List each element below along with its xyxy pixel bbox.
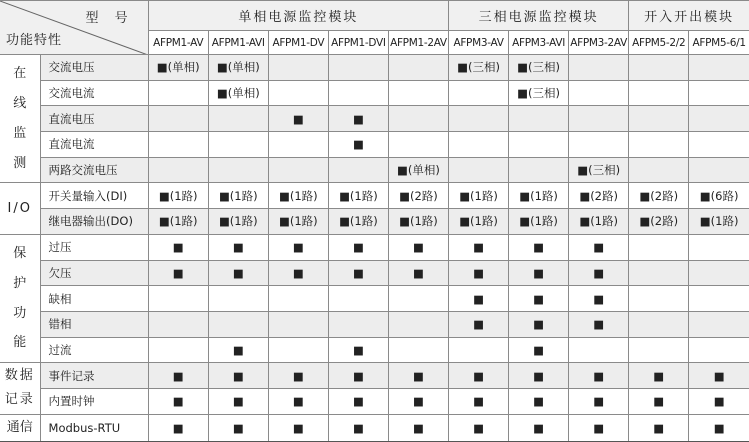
support-cell: ■(2路) [629,209,689,235]
feature-label: 缺相 [40,286,148,312]
support-cell [629,80,689,106]
support-cell: ■(2路) [569,183,629,209]
support-cell [629,260,689,286]
feature-label: 错相 [40,311,148,337]
support-cell [148,106,208,132]
support-cell [629,55,689,81]
table-row [0,414,749,441]
support-cell: ■ [388,260,448,286]
support-cell: ■(1路) [268,209,328,235]
support-cell: ■ [569,286,629,312]
support-cell: ■ [208,388,268,414]
support-cell: ■ [208,234,268,260]
support-cell: ■ [328,363,388,389]
support-cell [388,55,448,81]
feature-label: 交流电压 [40,55,148,81]
support-cell: ■ [629,363,689,389]
support-cell: ■ [569,234,629,260]
feature-label: 欠压 [40,260,148,286]
support-cell: ■ [208,337,268,363]
support-cell: ■ [328,106,388,132]
support-cell [509,157,569,183]
support-cell [208,106,268,132]
support-cell: ■(1路) [208,183,268,209]
support-cell: ■ [448,234,508,260]
support-cell: ■ [509,363,569,389]
support-cell [689,286,749,312]
support-cell: ■ [268,414,328,441]
support-cell: ■ [388,388,448,414]
group-header-three-phase: 三相电源监控模块 [448,1,628,31]
support-cell [629,286,689,312]
support-cell [268,132,328,158]
support-cell: ■ [208,363,268,389]
model-header: AFPM1-AVI [208,31,268,55]
support-cell: ■ [509,414,569,441]
support-cell: ■ [569,260,629,286]
support-cell [448,80,508,106]
support-cell [208,157,268,183]
support-cell: ■ [689,363,749,389]
support-cell: ■ [268,388,328,414]
support-cell: ■(单相) [208,80,268,106]
support-cell: ■ [148,260,208,286]
support-cell: ■ [328,260,388,286]
support-cell [268,80,328,106]
section-label [0,234,40,362]
support-cell: ■ [689,414,749,441]
support-cell: ■ [328,337,388,363]
support-cell [569,55,629,81]
support-cell [388,286,448,312]
support-cell: ■(单相) [148,55,208,81]
support-cell [689,106,749,132]
support-cell [268,157,328,183]
table-row [0,183,749,209]
support-cell [569,337,629,363]
table-row [0,132,749,158]
support-cell [328,55,388,81]
feature-label: 开关量输入(DI) [40,183,148,209]
model-header: AFPM3-AVI [509,31,569,55]
support-cell: ■ [148,234,208,260]
support-cell [689,55,749,81]
table-row [0,260,749,286]
support-cell [629,157,689,183]
support-cell: ■ [268,106,328,132]
support-cell: ■ [629,388,689,414]
support-cell: ■ [569,388,629,414]
support-cell: ■(三相) [569,157,629,183]
section-label-text: I/O [7,200,32,216]
table-corner-header [0,1,148,55]
support-cell: ■ [268,363,328,389]
support-cell: ■ [328,132,388,158]
section-label-text: 通信 [6,419,33,435]
support-cell: ■ [208,414,268,441]
support-cell [208,286,268,312]
support-cell: ■ [509,260,569,286]
feature-label: 继电器输出(DO) [40,209,148,235]
section-label [0,55,40,183]
support-cell: ■(1路) [328,183,388,209]
support-cell: ■ [509,388,569,414]
support-cell: ■(三相) [448,55,508,81]
support-cell: ■ [148,388,208,414]
support-cell: ■(2路) [388,183,448,209]
support-cell [388,311,448,337]
feature-label: Modbus-RTU [40,414,148,441]
support-cell [328,311,388,337]
table-row [0,311,749,337]
support-cell [148,337,208,363]
support-cell: ■ [629,414,689,441]
support-cell [629,106,689,132]
support-cell: ■(1路) [148,183,208,209]
support-cell: ■(1路) [388,209,448,235]
support-cell [148,157,208,183]
support-cell [268,55,328,81]
support-cell: ■(1路) [569,209,629,235]
support-cell: ■ [388,414,448,441]
feature-label: 事件记录 [40,363,148,389]
model-header: AFPM5-6/1 [689,31,749,55]
support-cell: ■ [689,388,749,414]
support-cell: ■(1路) [448,183,508,209]
table-row [0,234,749,260]
support-cell: ■ [448,260,508,286]
support-cell [448,106,508,132]
model-header: AFPM3-2AV [569,31,629,55]
table-row [0,286,749,312]
support-cell: ■ [328,234,388,260]
support-cell: ■ [448,286,508,312]
table-row [0,106,749,132]
support-cell [569,132,629,158]
feature-label: 直流电压 [40,106,148,132]
support-cell [388,132,448,158]
support-cell: ■ [569,414,629,441]
support-cell: ■ [448,388,508,414]
support-cell: ■(1路) [208,209,268,235]
support-cell [629,311,689,337]
group-header-single-phase: 单相电源监控模块 [148,1,448,31]
feature-label: 直流电流 [40,132,148,158]
support-cell: ■(1路) [509,209,569,235]
support-cell: ■(三相) [509,80,569,106]
support-cell [268,337,328,363]
section-label [0,414,40,441]
section-label-text: 在线监测 [13,65,27,171]
section-label-text: 数据记录 [4,367,35,407]
support-cell: ■ [448,311,508,337]
feature-label: 过流 [40,337,148,363]
support-cell: ■(1路) [448,209,508,235]
support-cell [629,132,689,158]
support-cell: ■ [208,260,268,286]
support-cell [448,157,508,183]
feature-label: 交流电流 [40,80,148,106]
table-row [0,388,749,414]
support-cell: ■ [509,337,569,363]
model-header: AFPM1-DV [268,31,328,55]
support-cell: ■ [148,414,208,441]
table-row [0,337,749,363]
model-header: AFPM5-2/2 [629,31,689,55]
support-cell [569,80,629,106]
support-cell [148,311,208,337]
support-cell: ■(1路) [148,209,208,235]
support-cell: ■(单相) [388,157,448,183]
support-cell: ■ [509,311,569,337]
support-cell [689,260,749,286]
feature-label: 过压 [40,234,148,260]
feature-label: 内置时钟 [40,388,148,414]
feature-label: 两路交流电压 [40,157,148,183]
model-header: AFPM1-DVI [328,31,388,55]
support-cell: ■ [569,311,629,337]
table-row [0,363,749,389]
support-cell: ■ [569,363,629,389]
support-cell [689,157,749,183]
support-cell [208,132,268,158]
support-cell [689,132,749,158]
support-cell [689,337,749,363]
group-header-io-module: 开入开出模块 [629,1,749,31]
support-cell [448,132,508,158]
support-cell: ■ [268,260,328,286]
support-cell: ■(1路) [328,209,388,235]
section-label [0,363,40,414]
support-cell: ■ [448,414,508,441]
support-cell: ■ [328,388,388,414]
support-cell: ■ [448,363,508,389]
support-cell [629,234,689,260]
support-cell [328,80,388,106]
support-cell [569,106,629,132]
support-cell [328,286,388,312]
support-cell: ■(2路) [629,183,689,209]
support-cell: ■(6路) [689,183,749,209]
table-row [0,157,749,183]
support-cell: ■ [328,414,388,441]
support-cell: ■ [268,234,328,260]
corner-model-label: 型 号 [85,11,134,26]
support-cell: ■(1路) [268,183,328,209]
support-cell [148,286,208,312]
support-cell: ■ [388,363,448,389]
support-cell [509,132,569,158]
support-cell: ■ [509,286,569,312]
support-cell [148,80,208,106]
support-cell [689,311,749,337]
support-cell [388,337,448,363]
section-label-text: 保护功能 [13,245,27,351]
support-cell [629,337,689,363]
table-row [0,209,749,235]
corner-feature-label: 功能特性 [6,33,63,48]
support-cell: ■(单相) [208,55,268,81]
table-row [0,80,749,106]
support-cell [388,106,448,132]
support-cell [509,106,569,132]
support-cell [388,80,448,106]
table-row [0,55,749,81]
support-cell: ■ [388,234,448,260]
support-cell: ■(1路) [509,183,569,209]
support-cell [448,337,508,363]
model-header: AFPM1-AV [148,31,208,55]
support-cell [328,157,388,183]
section-label [0,183,40,234]
support-cell: ■(1路) [689,209,749,235]
support-cell [268,286,328,312]
model-header: AFPM3-AV [448,31,508,55]
support-cell: ■ [148,363,208,389]
support-cell: ■ [509,234,569,260]
support-cell [148,132,208,158]
support-cell [689,80,749,106]
support-cell [689,234,749,260]
model-header: AFPM1-2AV [388,31,448,55]
support-cell [208,311,268,337]
support-cell [268,311,328,337]
support-cell: ■(三相) [509,55,569,81]
